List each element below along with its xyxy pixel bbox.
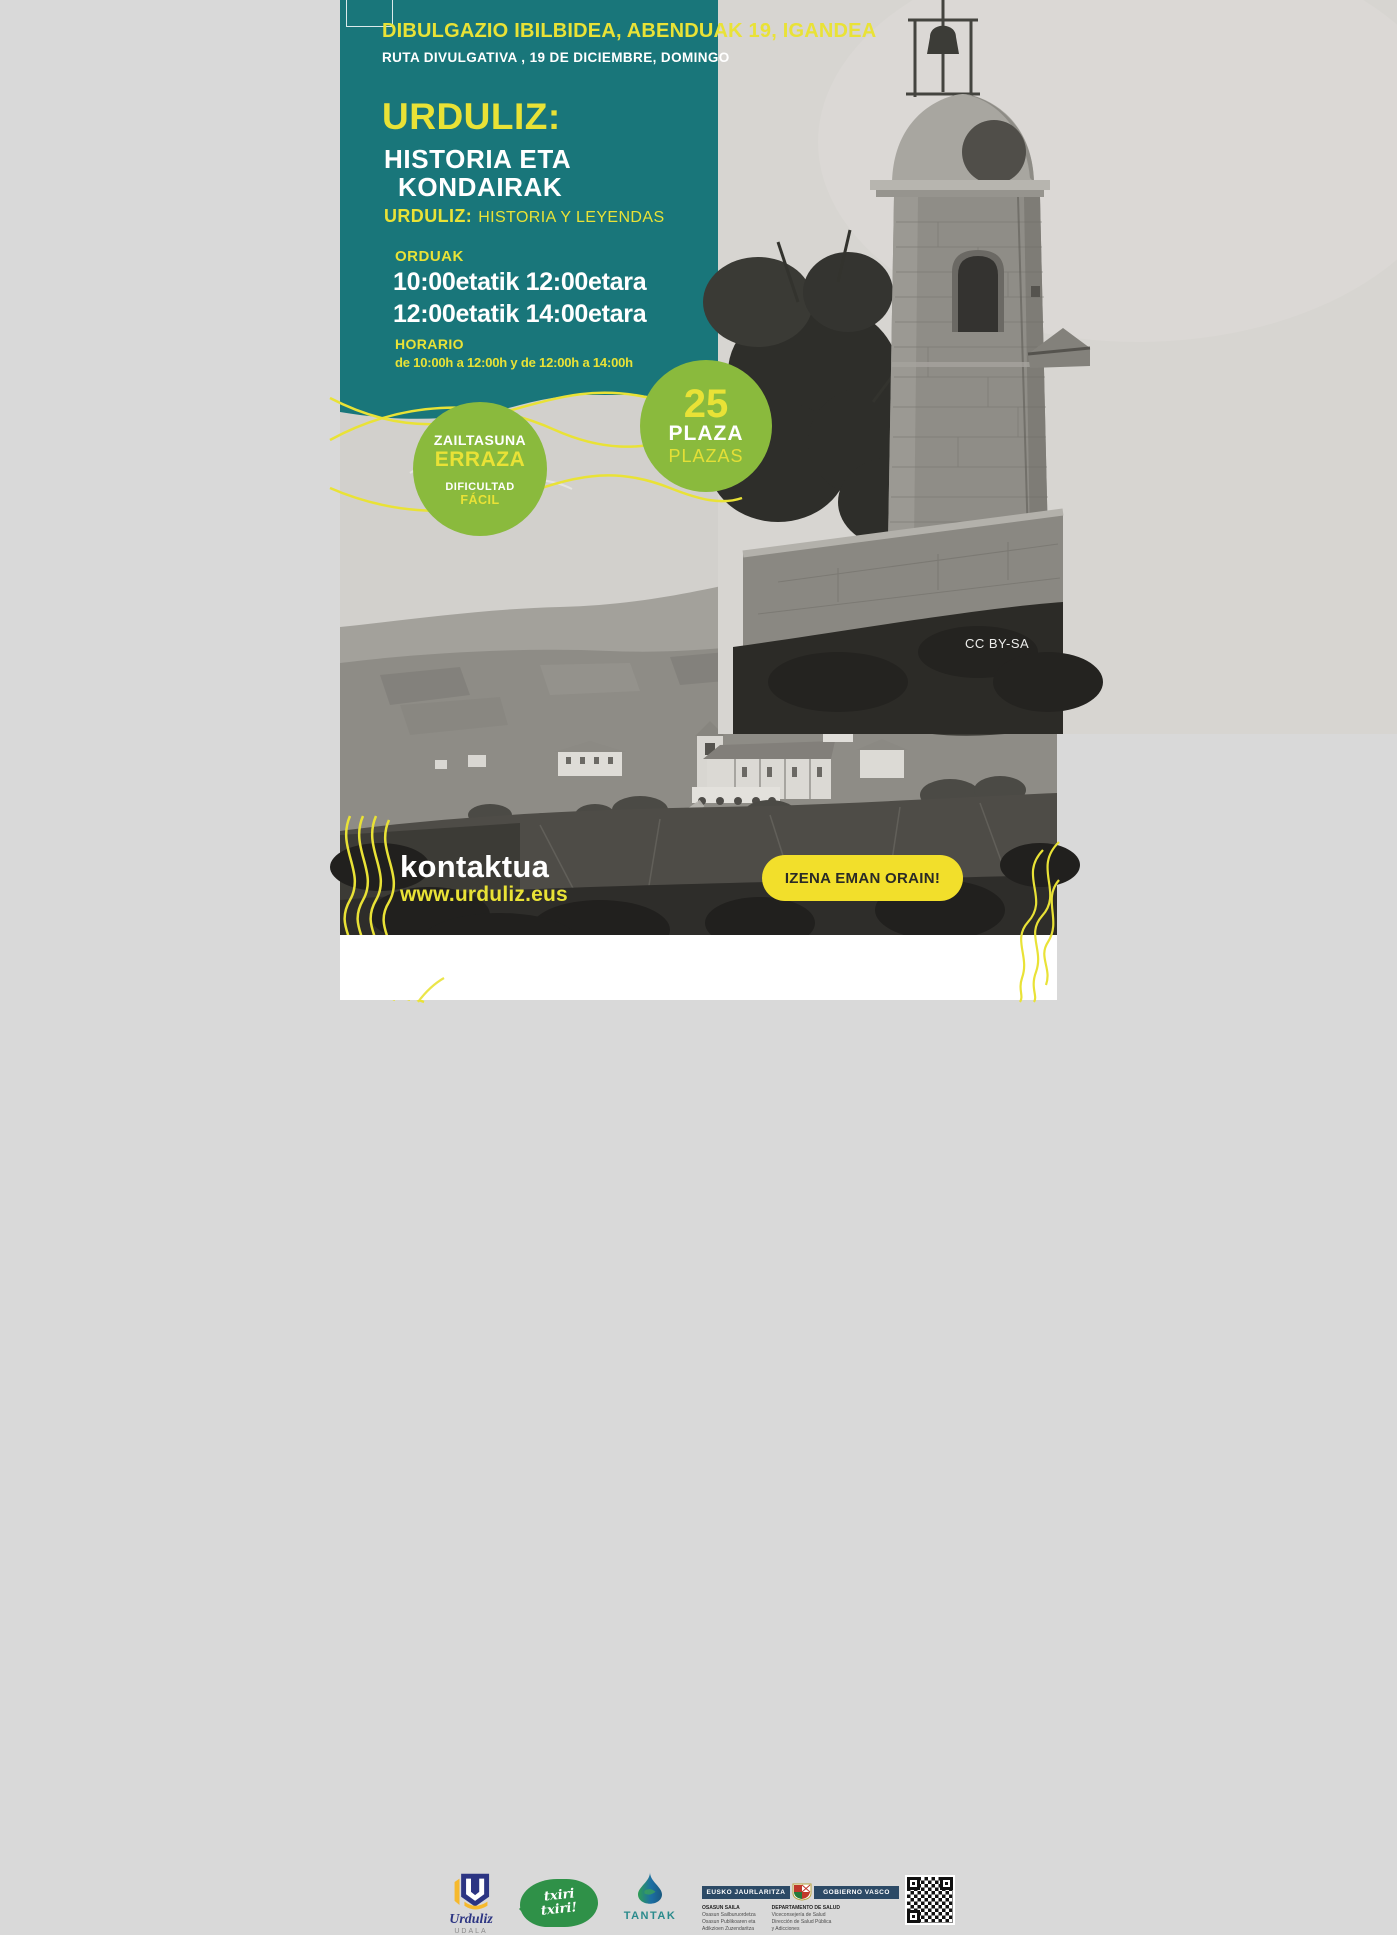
church-tower-photo	[718, 0, 1397, 734]
title-spanish-prefix: URDULIZ:	[384, 206, 473, 226]
schedule-slot1: 10:00etatik 12:00etara	[393, 268, 647, 296]
eusko-jaurlaritza-bar: EUSKO JAURLARITZA	[702, 1886, 790, 1899]
urduliz-udala-logo	[432, 1872, 510, 1935]
difficulty-badge	[413, 402, 547, 536]
website-link[interactable]: www.urduliz.eus	[400, 883, 568, 906]
difficulty-value-spanish: FÁCIL	[460, 492, 500, 507]
contact-label: kontaktua	[400, 849, 550, 884]
tantak-drop-icon	[638, 1872, 662, 1904]
schedule-slots-spanish: de 10:00h a 12:00h y de 12:00h a 14:00h	[395, 355, 633, 370]
capacity-label-basque: PLAZA	[668, 421, 744, 445]
department-text-spanish: DEPARTAMENTO DE SALUD Viceconsejería de Salud Dirección de Salud Pública y Adicciones	[771, 1905, 840, 1932]
signup-button[interactable]: IZENA EMAN ORAIN!	[762, 855, 963, 901]
schedule-label-spanish: HORARIO	[395, 336, 464, 352]
difficulty-label-spanish: DIFICULTAD	[445, 480, 515, 493]
tantak-logo-label: TANTAK	[623, 1910, 677, 1922]
department-text-basque: OSASUN SAILA Osasun Sailburuordetza Osasun Publikoaren eta Adikzioen Zuzendaritza	[702, 1905, 756, 1932]
event-line-spanish: RUTA DIVULGATIVA , 19 DE DICIEMBRE, DOMINGO	[382, 50, 730, 65]
difficulty-label-basque: ZAILTASUNA	[433, 431, 527, 448]
difficulty-value-basque: ERRAZA	[434, 447, 526, 471]
title-spanish-text: HISTORIA Y LEYENDAS	[478, 209, 665, 226]
title-spanish	[384, 206, 665, 227]
basque-government-logo	[702, 1883, 902, 1933]
capacity-badge	[640, 360, 772, 492]
txiri-txiri-logo	[520, 1879, 598, 1927]
capacity-number: 25	[683, 381, 729, 426]
contact-block	[400, 851, 568, 905]
txiri-line2: txiri!	[540, 1900, 578, 1919]
footer-logo-bar	[340, 935, 1057, 1935]
title-line1: HISTORIA ETA	[384, 144, 572, 174]
photo-credit: CC BY-SA	[965, 636, 1030, 651]
schedule-slot2: 12:00etatik 14:00etara	[393, 300, 647, 328]
gobierno-vasco-bar: GOBIERNO VASCO	[814, 1886, 899, 1899]
event-line-basque: DIBULGAZIO IBILBIDEA, ABENDUAK 19, IGANDEA	[382, 20, 877, 42]
capacity-label-spanish: PLAZAS	[668, 445, 744, 466]
event-poster	[340, 0, 1057, 1935]
urduliz-logo-subtitle: UDALA	[454, 1928, 488, 1935]
txiri-line1: txiri	[543, 1886, 575, 1905]
title-line2: KONDAIRAK	[398, 172, 563, 202]
qr-code-icon	[905, 1875, 955, 1925]
page-title: URDULIZ:	[382, 96, 561, 137]
basque-coat-of-arms-icon	[792, 1883, 812, 1901]
tantak-logo	[618, 1872, 682, 1922]
schedule-label-basque: ORDUAK	[395, 248, 464, 265]
urduliz-u-icon	[448, 1872, 494, 1910]
tower-photo-circle	[718, 0, 1397, 734]
urduliz-logo-name: Urduliz	[449, 1912, 493, 1927]
